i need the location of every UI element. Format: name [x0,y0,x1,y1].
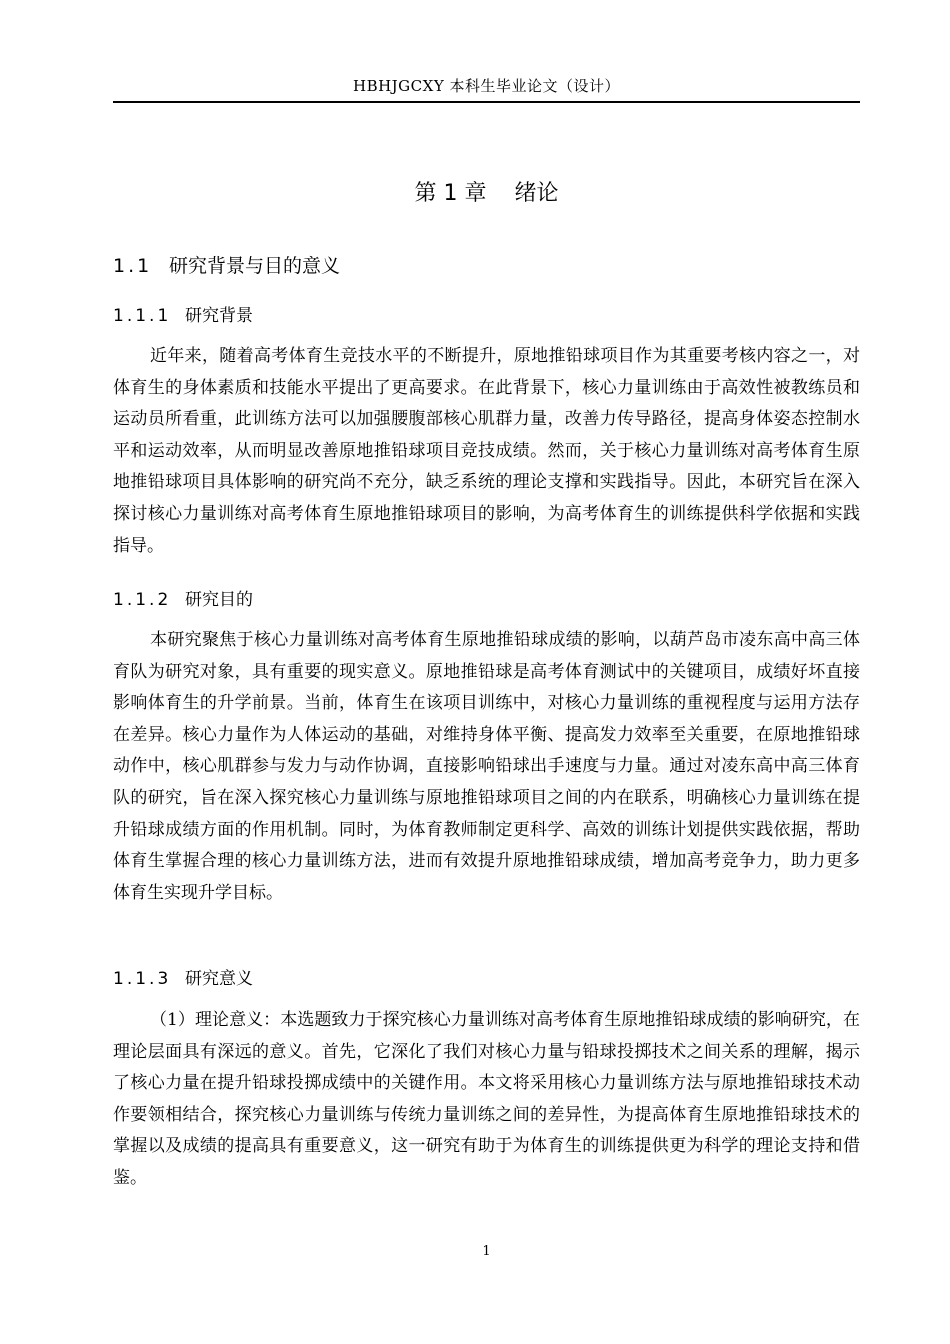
section-title: 研究背景与目的意义 [169,255,341,277]
section-number: 1.1.3 [113,969,172,989]
chapter-title: 第 1 章 绪论 [414,181,559,206]
header-rule [113,101,860,103]
section-title: 研究意义 [185,969,253,989]
section-number: 1.1.2 [113,590,172,610]
section-number: 1.1 [113,255,153,277]
running-header: HBHJGCXY 本科生毕业论文（设计） [352,77,620,95]
paragraph-significance: （1）理论意义：本选题致力于探究核心力量训练对高考体育生原地推铅球成绩的影响研究，在理论层面具有深远的意义。首先，它深化了我们对核心力量与铅球投掷技术之间关系的理解，揭示了核心力量在提升铅球投掷成绩中的关键作用。本文将采用核心力量训练方法与原地推铅球技术动作要领相结合，探究核心力量训练与传统力量训练之间的差异性，为提高体育生原地推铅球技术的掌握以及成绩的提高具有重要意义，这一研究有助于为体育生的训练提供更为科学的理论支持和借鉴。 [113,1010,860,1188]
section-heading-1-1-1 [113,303,253,329]
section-title: 研究背景 [185,306,253,326]
section-title: 研究目的 [185,590,253,610]
paragraph-background: 近年来，随着高考体育生竞技水平的不断提升，原地推铅球项目作为其重要考核内容之一，对体育生的身体素质和技能水平提出了更高要求。在此背景下，核心力量训练由于高效性被教练员和运动员所看重，此训练方法可以加强腰腹部核心肌群力量，改善力传导路径，提高身体姿态控制水平和运动效率，从而明显改善原地推铅球项目竞技成绩。然而，关于核心力量训练对高考体育生原地推铅球项目具体影响的研究尚不充分，缺乏系统的理论支撑和实践指导。因此，本研究旨在深入探讨核心力量训练对高考体育生原地推铅球项目的影响，为高考体育生的训练提供科学依据和实践指导。 [113,346,860,556]
section-heading-1-1-2 [113,587,253,613]
paragraph-purpose: 本研究聚焦于核心力量训练对高考体育生原地推铅球成绩的影响，以葫芦岛市凌东高中高三体育队为研究对象，具有重要的现实意义。原地推铅球是高考体育测试中的关键项目，成绩好坏直接影响体育生的升学前景。当前，体育生在该项目训练中，对核心力量训练的重视程度与运用方法存在差异。核心力量作为人体运动的基础，对维持身体平衡、提高发力效率至关重要，在原地推铅球动作中，核心肌群参与发力与动作协调，直接影响铅球出手速度与力量。通过对凌东高中高三体育队的研究，旨在深入探究核心力量训练与原地推铅球项目之间的内在联系，明确核心力量训练在提升铅球成绩方面的作用机制。同时，为体育教师制定更科学、高效的训练计划提供实践依据，帮助体育生掌握合理的核心力量训练方法，进而有效提升原地推铅球成绩，增加高考竞争力，助力更多体育生实现升学目标。 [113,630,860,903]
section-number: 1.1.1 [113,306,172,326]
page-number: 1 [482,1244,491,1259]
section-heading-1-1-3 [113,966,253,992]
section-heading-1-1 [113,252,340,280]
